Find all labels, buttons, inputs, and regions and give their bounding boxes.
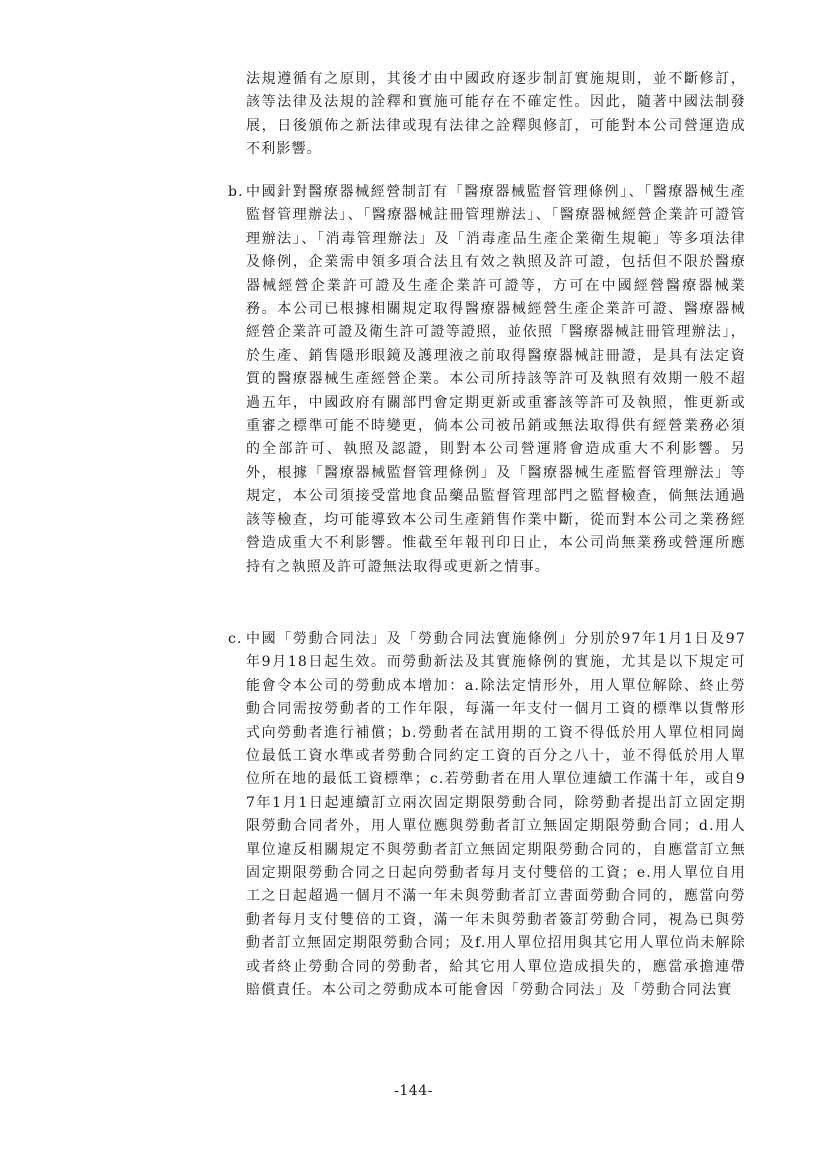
- page-number: -144-: [394, 1083, 433, 1099]
- list-item-c: [228, 628, 746, 1003]
- intro-paragraph: 法規遵循有之原則，其後才由中國政府逐步制訂實施規則，並不斷修訂，該等法律及法規的詮釋和實施可能存在不確定性。因此，隨著中國法制發展，日後頒佈之新法律或現有法律之詮釋與修訂，可能對本公司營運造成不利影響。: [246, 71, 746, 158]
- list-item-b-text: 中國針對醫療器械經營制訂有「醫療器械監督管理條例」、「醫療器械生產監督管理辦法」、「醫療器械註冊管理辦法」、「醫療器械經營企業許可證管理辦法」、「消毒管理辦法」及「消毒產品生產企業衛生規範」等多項法律及條例，企業需申領多項合法且有效之執照及許可證，包括但不限於醫療器械經營企業許可證及生產企業許可證等，方可在中國經營醫療器械業務。本公司已根據相關規定取得醫療器械經營生產企業許可證、醫療器械經營企業許可證及衛生許可證等證照，並依照「醫療器械註冊管理辦法」，於生產、銷售隱形眼鏡及護理液之前取得醫療器械註冊證，是具有法定資質的醫療器械生產經營企業。本公司所持該等許可及執照有效期一般不超過五年，中國政府有關部門會定期更新或重審該等許可及執照，惟更新或重審之標準可能不時變更，倘本公司被吊銷或無法取得供有經營業務必須的全部許可、執照及認證，則對本公司營運將會造成重大不利影響。另外，根據「醫療器械監督管理條例」及「醫療器械生產監督管理辦法」等規定，本公司須接受當地食品藥品監督管理部門之監督檢查，倘無法通過該等檢查，均可能導致本公司生產銷售作業中斷，從而對本公司之業務經營造成重大不利影響。惟截至年報刊印日止，本公司尚無業務或營運所應持有之執照及許可證無法取得或更新之情事。: [246, 184, 746, 575]
- list-marker-b: b.: [228, 184, 244, 200]
- list-marker-c: c.: [228, 631, 243, 647]
- list-item-b: [228, 181, 746, 579]
- list-item-c-text: 中國「勞動合同法」及「勞動合同法實施條例」分別於97年1月1日及97年9月18日起生效。而勞動新法及其實施條例的實施，尤其是以下規定可能會令本公司的勞動成本增加：a.除法定情形外，用人單位解除、終止勞動合同需按勞動者的工作年限，每滿一年支付一個月工資的標準以貨幣形式向勞動者進行補償；b.勞動者在試用期的工資不得低於用人單位相同崗位最低工資水準或者勞動合同約定工資的百分之八十，並不得低於用人單位所在地的最低工資標準；c.若勞動者在用人單位連續工作滿十年，或自97年1月1日起連續訂立兩次固定期限勞動合同，除勞動者提出訂立固定期限勞動合同者外，用人單位應與勞動者訂立無固定期限勞動合同；d.用人單位違反相關規定不與勞動者訂立無固定期限勞動合同的，自應當訂立無固定期限勞動合同之日起向勞動者每月支付雙倍的工資；e.用人單位自用工之日起超過一個月不滿一年未與勞動者訂立書面勞動合同的，應當向勞動者每月支付雙倍的工資，滿一年未與勞動者簽訂勞動合同，視為已與勞動者訂立無固定期限勞動合同；及f.用人單位招用與其它用人單位尚未解除或者終止勞動合同的勞動者，給其它用人單位造成損失的，應當承擔連帶賠償責任。本公司之勞動成本可能會因「勞動合同法」及「勞動合同法實: [246, 631, 746, 999]
